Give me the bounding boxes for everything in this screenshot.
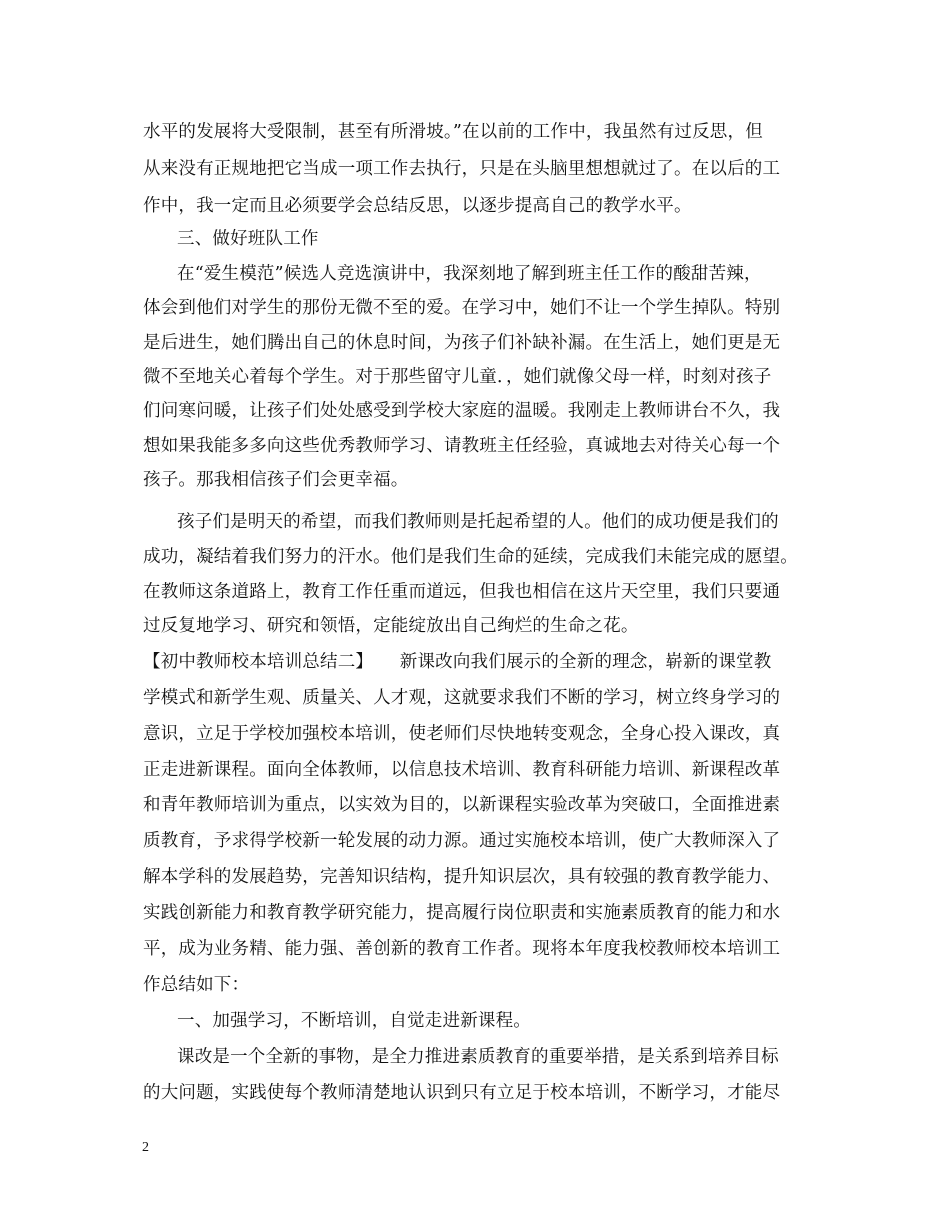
text-line: 实践创新能力和教育教学研究能力，提高履行岗位职责和实施素质教育的能力和水 [143,903,781,923]
text-line: 学模式和新学生观、质量关、人才观，这就要求我们不断的学习，树立终身学习的 [143,688,781,708]
text-line: 成功，凝结着我们努力的汗水。他们是我们生命的延续，完成我们未能完成的愿望。 [143,547,798,567]
text-line: 正走进新课程。面向全体教师，以信息技术培训、教育科研能力培训、新课程改革 [143,760,781,780]
text-line: 的大问题，实践使每个教师清楚地认识到只有立足于校本培训，不断学习，才能尽 [143,1083,781,1103]
text-line: 课改是一个全新的事物，是全力推进素质教育的重要举措，是关系到培养目标 [177,1047,779,1067]
section-title-line: 【初中教师校本培训总结二】 新课改向我们展示的全新的理念，崭新的课堂教 [143,652,772,672]
text-line: 孩子们是明天的希望，而我们教师则是托起希望的人。他们的成功便是我们的 [177,512,779,532]
text-line: 孩子。那我相信孩子们会更幸福。 [143,470,409,490]
text-line: 过反复地学习、研究和领悟，定能绽放出自己绚烂的生命之花。 [143,616,639,636]
text-line: 微不至地关心着每个学生。对于那些留守儿童．，她们就像父母一样，时刻对孩子 [143,367,772,387]
text-line: 在“爱生模范”候选人竞选演讲中，我深刻地了解到班主任工作的酸甜苦辣， [177,264,762,284]
text-line: 和青年教师培训为重点，以实效为目的，以新课程实验改革为突破口，全面推进素 [143,795,781,815]
text-line: 解本学科的发展趋势，完善知识结构，提升知识层次，具有较强的教育教学能力、 [143,867,781,887]
section-heading: 三、做好班队工作 [177,229,319,249]
text-line: 从来没有正规地把它当成一项工作去执行，只是在头脑里想想就过了。在以后的工 [143,159,781,179]
text-line: 质教育，予求得学校新一轮发展的动力源。通过实施校本培训，使广大教师深入了 [143,831,781,851]
text-line: 作总结如下： [143,975,250,995]
text-line: 体会到他们对学生的那份无微不至的爱。在学习中，她们不让一个学生掉队。特别 [143,298,781,318]
text-line: 在教师这条道路上，教育工作任重而道远，但我也相信在这片天空里，我们只要通 [143,582,781,602]
text-line: 作中，我一定而且必须要学会总结反思，以逐步提高自己的教学水平。 [143,196,692,216]
page-number: 2 [142,1140,149,1155]
text-line: 是后进生，她们腾出自己的休息时间，为孩子们补缺补漏。在生活上，她们更是无 [143,333,781,353]
section-heading: 一、加强学习，不断培训，自觉走进新课程。 [177,1011,531,1031]
text-line: 想如果我能多多向这些优秀教师学习、请教班主任经验，真诚地去对待关心每一个 [143,436,781,456]
text-line: 水平的发展将大受限制，甚至有所滑坡。”在以前的工作中，我虽然有过反思，但 [143,122,763,142]
text-line: 意识，立足于学校加强校本培训，使老师们尽快地转变观念，全身心投入课改，真 [143,724,781,744]
text-line: 平，成为业务精、能力强、善创新的教育工作者。现将本年度我校教师校本培训工 [143,939,781,959]
text-line: 们问寒问暖，让孩子们处处感受到学校大家庭的温暖。我刚走上教师讲台不久，我 [143,401,781,421]
